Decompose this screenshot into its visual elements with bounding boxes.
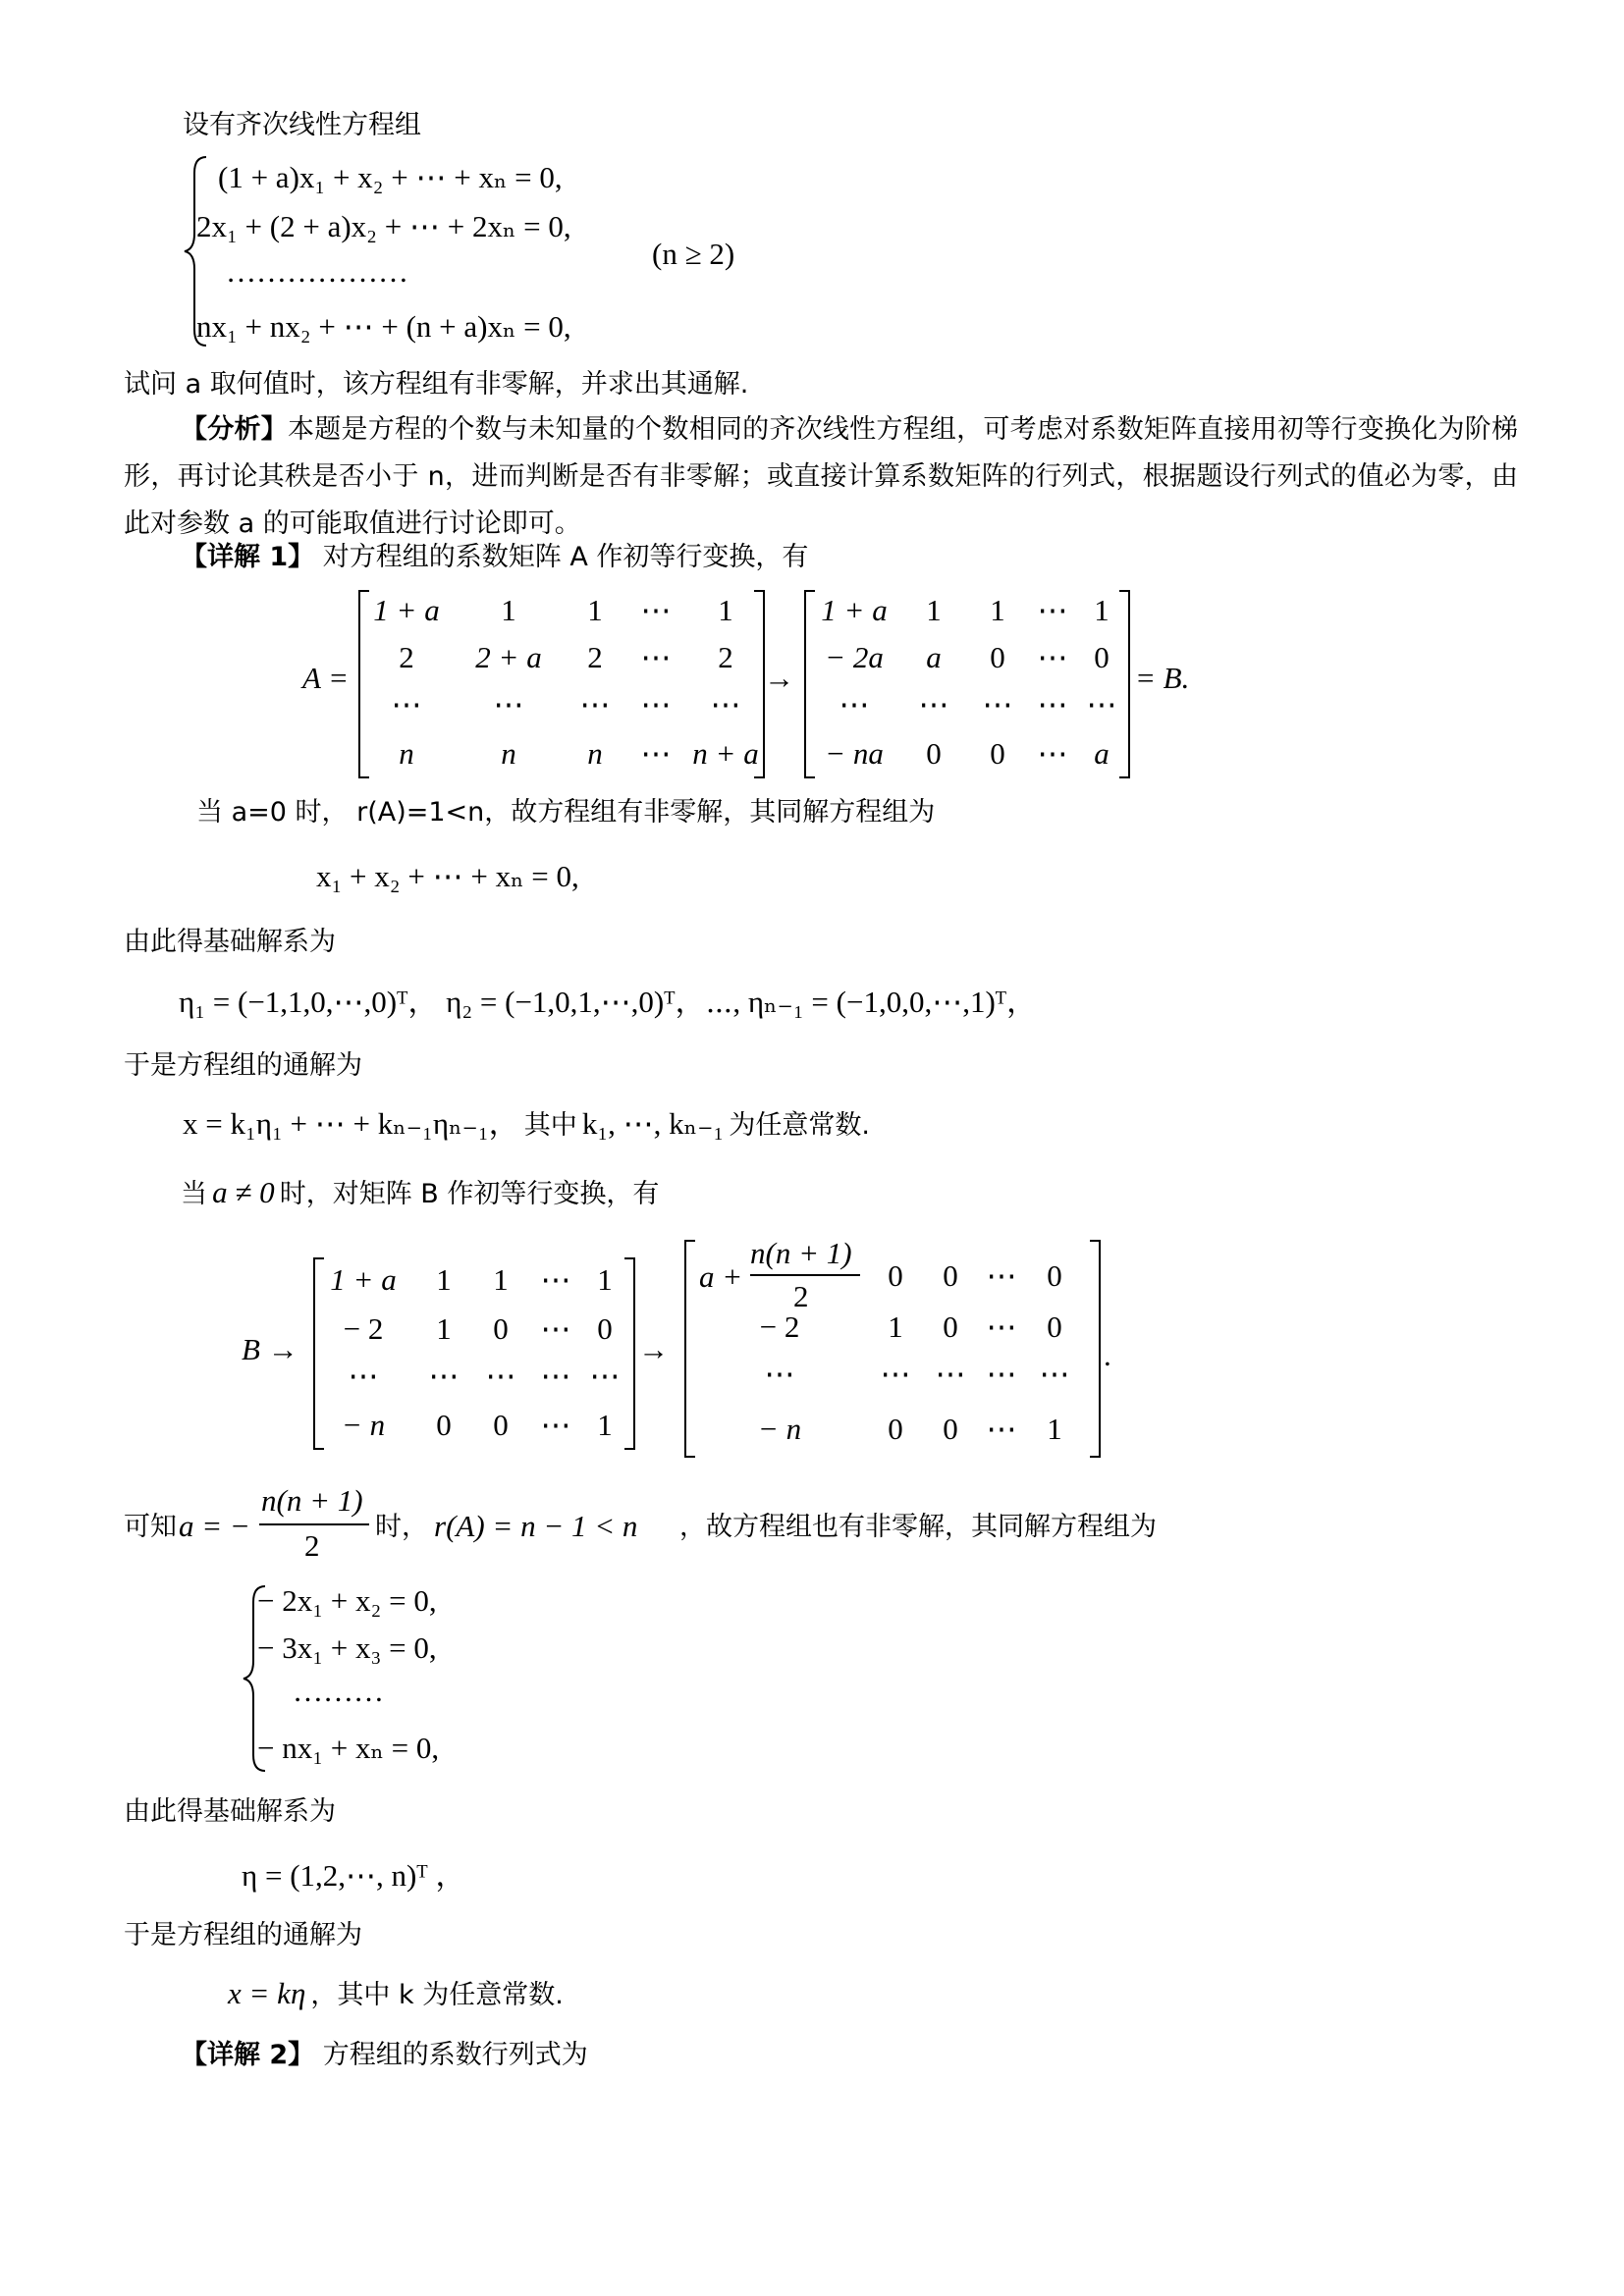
case2-rank: r(A) = n − 1 < n	[434, 1509, 638, 1543]
matrix-a-cell: n	[399, 736, 414, 771]
matrix-d-cell: 0	[888, 1258, 903, 1293]
matrix-c-cell: ⋯	[428, 1359, 460, 1393]
matrix-c-cell: ⋯	[540, 1408, 571, 1442]
matrix-d-cell: ⋯	[986, 1309, 1017, 1344]
matrix-c-cell: 1 + a	[330, 1262, 397, 1297]
matrix-b1-cell: ⋯	[1037, 736, 1068, 771]
matrix-c-cell: 1	[436, 1311, 452, 1346]
matrix-b1-cell: 1	[1094, 593, 1110, 627]
matrix-a-cell: n	[501, 736, 516, 771]
matrix-c-cell: − 2	[343, 1311, 384, 1346]
general-1-line	[183, 1105, 870, 1142]
matrix-b1-cell: ⋯	[1037, 687, 1068, 721]
matrix-c-cell: 0	[493, 1408, 509, 1442]
matrix-d-cell: 0	[943, 1309, 958, 1344]
matrix-d-grid	[699, 1247, 1096, 1457]
case2-num: n(n + 1)	[261, 1483, 363, 1518]
matrix-d-cell: − n	[757, 1412, 802, 1446]
matrix-d-cell: 0	[943, 1258, 958, 1293]
matrix-c-cell: ⋯	[485, 1359, 516, 1393]
matrix-d-first-prefix: a +	[699, 1259, 743, 1294]
system2-row-3: ………	[293, 1674, 384, 1708]
general-2-math: x = kη	[228, 1976, 306, 2010]
matrix-a-cell: ⋯	[640, 593, 672, 627]
matrix-b1-cell: ⋯	[839, 687, 870, 721]
basis-1: η₁ = (−1,1,0,⋯,0)ᵀ， η₂ = (−1,0,1,⋯,0)ᵀ，⋯, ηₙ₋₁ = (−1,0,0,⋯,1)ᵀ，	[179, 985, 1038, 1019]
detail1-text: 对方程组的系数矩阵 A 作初等行变换，有	[322, 542, 809, 572]
matrix-d-cell: 0	[1047, 1309, 1062, 1344]
matrix-d-cell: 0	[1047, 1258, 1062, 1293]
case2-post: ，故方程组也有非零解，其同解方程组为	[679, 1512, 1157, 1542]
matrix-a-cell: n	[587, 736, 603, 771]
matrix-d-cell: ⋯	[1039, 1357, 1070, 1391]
detail1-line	[181, 542, 808, 573]
matrix-c-cell: 1	[493, 1262, 509, 1297]
matrix-b1-cell: 0	[990, 640, 1005, 674]
general-1-tail-cn2: 为任意常数.	[729, 1110, 870, 1141]
general-text-1: 于是方程组的通解为	[124, 1050, 362, 1081]
intro-text: 设有齐次线性方程组	[183, 110, 421, 140]
case-aneq0-pre: 当	[181, 1179, 207, 1209]
basis-2: η = (1,2,⋯, n)ᵀ ，	[242, 1858, 466, 1893]
matrix-d-cell: ⋯	[986, 1412, 1017, 1446]
general-1-tail-cn: 其中	[523, 1110, 577, 1141]
matrix-a-cell: ⋯	[640, 640, 672, 674]
case2-den: 2	[304, 1528, 320, 1563]
basis-text-1: 由此得基础解系为	[124, 927, 336, 957]
matrix-a-cell: ⋯	[579, 687, 611, 721]
eq-sum: x₁ + x₂ + ⋯ + xₙ = 0,	[316, 859, 579, 893]
matrix-c-cell: ⋯	[348, 1359, 379, 1393]
matrix-b1-grid	[813, 589, 1127, 779]
matrix-d-cell: ⋯	[986, 1258, 1017, 1293]
matrix-a-cell: 2	[399, 640, 414, 674]
case2-line	[124, 1483, 1498, 1567]
matrix-c-grid	[322, 1256, 632, 1451]
matrix-a-cell: 1	[501, 593, 516, 627]
matrix-c-right-bracket	[623, 1256, 638, 1451]
matrix-d-right-bracket	[1088, 1239, 1104, 1459]
matrix-c-cell: 0	[436, 1408, 452, 1442]
case2-frac-bar	[259, 1523, 369, 1525]
matrix-b1-cell: − 2a	[825, 640, 884, 674]
matrix-a-cell: 2	[587, 640, 603, 674]
matrix-a-cell: ⋯	[640, 687, 672, 721]
matrix-b1-cell: 0	[990, 736, 1005, 771]
matrix-d-cell: ⋯	[935, 1357, 966, 1391]
matrix-b1-cell: ⋯	[1037, 640, 1068, 674]
matrix-d-cell: ⋯	[880, 1357, 911, 1391]
matrix-b1-cell: ⋯	[982, 687, 1013, 721]
matrix-b1-cell: 1 + a	[821, 593, 888, 627]
general-2-tail: ，其中 k 为任意常数.	[310, 1980, 564, 2010]
matrix-d-tail: .	[1104, 1338, 1111, 1372]
system1-row-1: (1 + a)x₁ + x₂ + ⋯ + xₙ = 0,	[218, 160, 563, 194]
detail1-heading: 【详解 1】	[181, 542, 315, 572]
matrix-a-cell: 1 + a	[373, 593, 440, 627]
matrix-d-cell: ⋯	[764, 1357, 795, 1391]
matrix-d-cell: 0	[888, 1412, 903, 1446]
case2-mid: 时，	[375, 1512, 428, 1542]
arrow-2: →	[638, 1332, 669, 1366]
matrix-b1-cell: − na	[825, 736, 884, 771]
system1-row-4: nx₁ + nx₂ + ⋯ + (n + a)xₙ = 0,	[196, 309, 571, 344]
matrix-a-label: A =	[302, 661, 350, 695]
matrix-d-frac-den: 2	[793, 1279, 809, 1313]
matrix-a-cell: 2 + a	[475, 640, 542, 674]
matrix-a-grid	[367, 589, 760, 779]
matrix-b1-cell: ⋯	[1037, 593, 1068, 627]
matrix-c-cell: ⋯	[540, 1359, 571, 1393]
matrix-b1-cell: 0	[926, 736, 942, 771]
matrix-b-label: B →	[242, 1332, 298, 1366]
analysis-heading: 【分析】	[181, 414, 288, 445]
analysis-paragraph	[124, 406, 1518, 548]
basis-text-2: 由此得基础解系为	[124, 1796, 336, 1827]
matrix-c-cell: 0	[597, 1311, 613, 1346]
matrix-b1-cell: ⋯	[1086, 687, 1117, 721]
system1-row-2: 2x₁ + (2 + a)x₂ + ⋯ + 2xₙ = 0,	[196, 209, 571, 243]
matrix-b1-cell: 0	[1094, 640, 1110, 674]
matrix-a-cell: 1	[718, 593, 733, 627]
matrix-a-cell: 1	[587, 593, 603, 627]
matrix-c-cell: 1	[597, 1408, 613, 1442]
matrix-c-cell: ⋯	[540, 1311, 571, 1346]
matrix-d-cell: 1	[1047, 1412, 1062, 1446]
system2-row-4: − nx₁ + xₙ = 0,	[257, 1731, 440, 1765]
matrix-d-cell: − 2	[759, 1309, 800, 1344]
arrow-1: →	[764, 661, 794, 695]
matrix-a-cell: ⋯	[640, 736, 672, 771]
system1-condition: (n ≥ 2)	[652, 237, 735, 271]
matrix-a-cell: ⋯	[391, 687, 422, 721]
analysis-text: 本题是方程的个数与未知量的个数相同的齐次线性方程组，可考虑对系数矩阵直接用初等行变换化为阶梯形，再讨论其秩是否小于 n，进而判断是否有非零解；或直接计算系数矩阵的行列式，根据题设行列式的值必为零，由此对参数 a 的可能取值进行讨论即可。	[124, 414, 1519, 539]
matrix-b1-cell: ⋯	[918, 687, 949, 721]
matrix-c-cell: − n	[341, 1408, 386, 1442]
matrix-b1-cell: a	[926, 640, 942, 674]
matrix-d-left-bracket	[681, 1239, 697, 1459]
matrix-a-cell: ⋯	[493, 687, 524, 721]
general-1-tail-math: k₁, ⋯, kₙ₋₁	[581, 1106, 725, 1141]
system2-row-1: − 2x₁ + x₂ = 0,	[257, 1583, 437, 1618]
matrix-b1-right-bracket	[1117, 589, 1133, 779]
matrix-d-frac-num: n(n + 1)	[750, 1236, 852, 1270]
matrix-c-cell: ⋯	[589, 1359, 621, 1393]
matrix-b1-cell: 1	[990, 593, 1005, 627]
general-2-line	[228, 1975, 564, 2011]
matrix-c-cell: 1	[597, 1262, 613, 1297]
system1-row-3: ………………	[226, 254, 408, 289]
detail2-heading: 【详解 2】	[181, 2040, 315, 2070]
matrix-a-cell: n + a	[692, 736, 759, 771]
matrix-a-cell: ⋯	[710, 687, 741, 721]
case-aneq0-line	[181, 1174, 659, 1210]
case-aneq0-math: a ≠ 0	[212, 1175, 275, 1209]
detail2-text: 方程组的系数行列式为	[322, 2040, 588, 2070]
question-text: 试问 a 取何值时，该方程组有非零解，并求出其通解.	[124, 369, 749, 400]
case-aneq0-post: 时，对矩阵 B 作初等行变换，有	[279, 1179, 660, 1209]
general-text-2: 于是方程组的通解为	[124, 1920, 362, 1950]
matrix-c-cell: ⋯	[540, 1262, 571, 1297]
matrix-b1-cell: 1	[926, 593, 942, 627]
matrix-d-cell: ⋯	[986, 1357, 1017, 1391]
detail2-line	[181, 2040, 588, 2071]
matrix-b1-tail: = B.	[1135, 661, 1190, 695]
case2-lhs: a = −	[179, 1509, 250, 1543]
matrix-d-cell: 1	[888, 1309, 903, 1344]
system2-row-2: − 3x₁ + x₃ = 0,	[257, 1630, 437, 1665]
matrix-d-cell: 0	[943, 1412, 958, 1446]
matrix-c-cell: 0	[493, 1311, 509, 1346]
case-a0-text: 当 a=0 时， r(A)=1<n，故方程组有非零解，其同解方程组为	[196, 797, 936, 828]
case2-pre: 可知	[124, 1512, 177, 1542]
matrix-b1-cell: a	[1094, 736, 1110, 771]
matrix-c-cell: 1	[436, 1262, 452, 1297]
general-1-math: x = k₁η₁ + ⋯ + kₙ₋₁ηₙ₋₁，	[183, 1106, 519, 1141]
matrix-a-cell: 2	[718, 640, 733, 674]
